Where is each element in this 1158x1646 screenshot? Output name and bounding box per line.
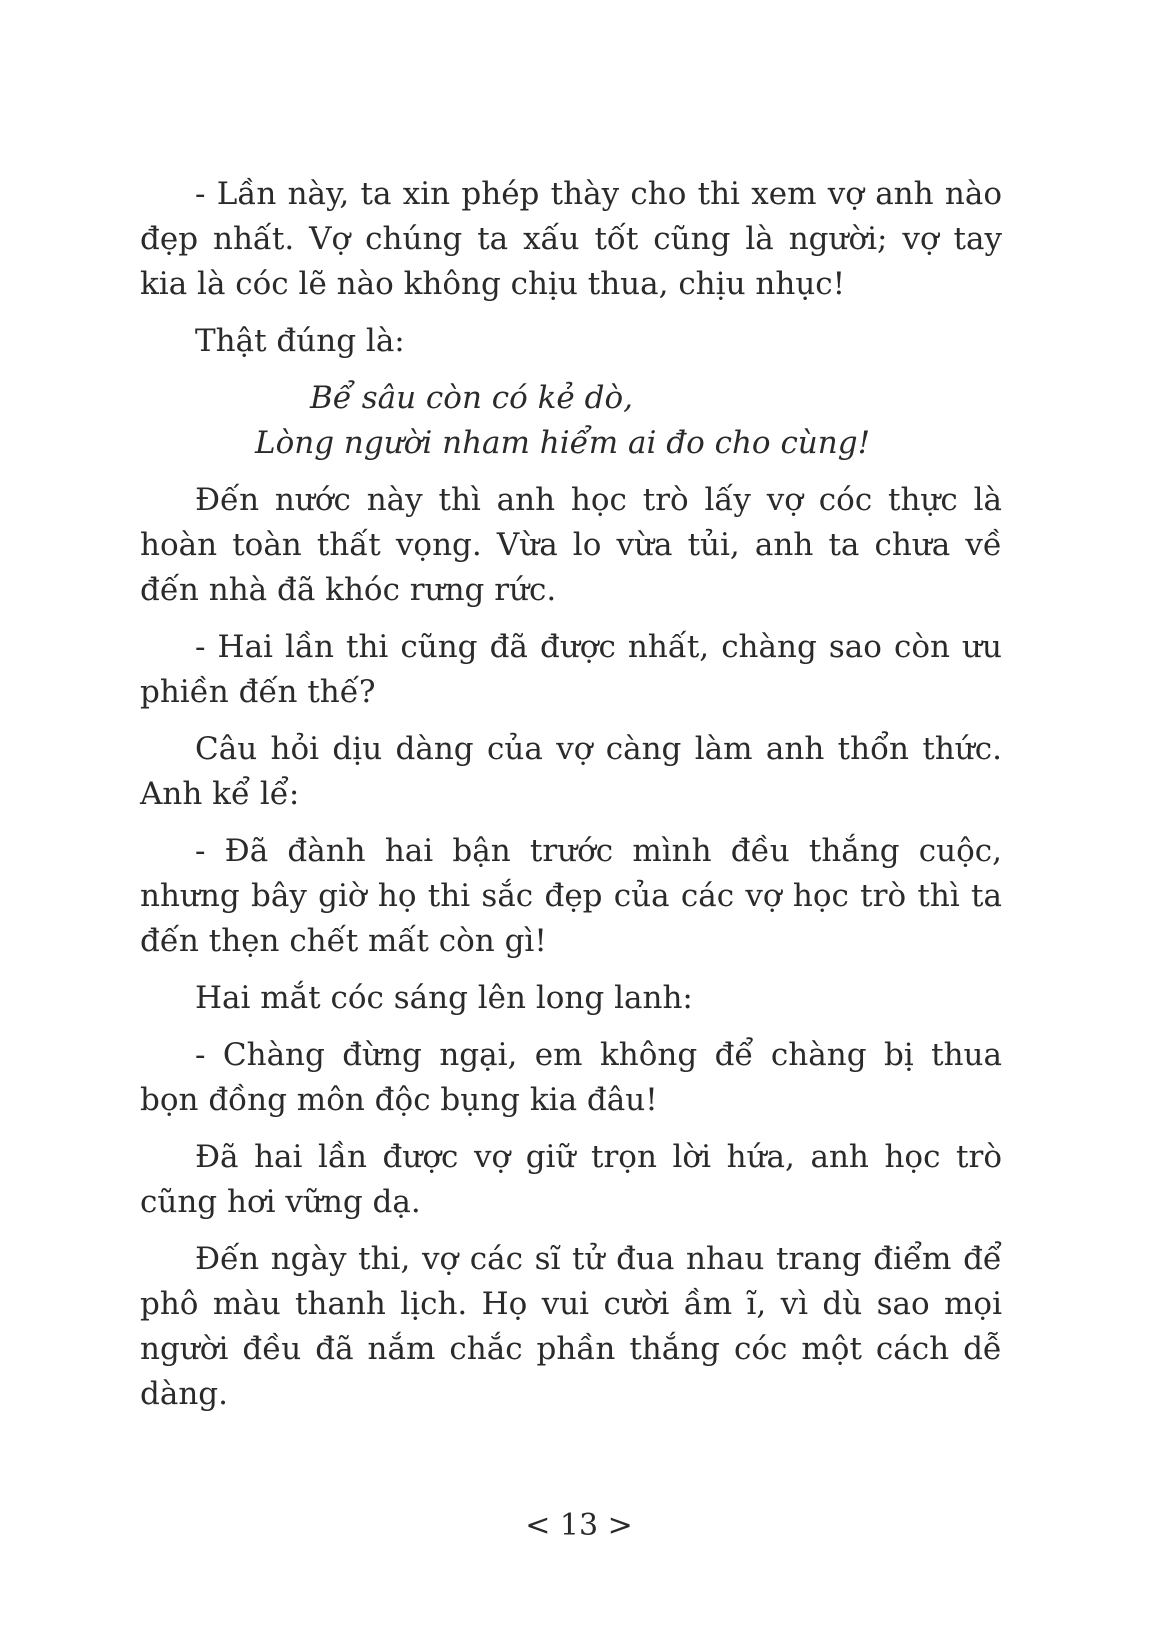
paragraph: - Chàng đừng ngại, em không để chàng bị thua bọn đồng môn độc bụng kia đâu! <box>140 1037 1002 1118</box>
paragraph: - Hai lần thi cũng đã được nhất, chàng sao còn ưu phiền đến thế? <box>140 629 1002 710</box>
verse-line-1: Bể sâu còn có kẻ dò, <box>310 380 633 416</box>
paragraph: Đến nước này thì anh học trò lấy vợ cóc thực là hoàn toàn thất vọng. Vừa lo vừa tủi, anh ta chưa về đến nhà đã khóc rưng rức. <box>140 482 1002 608</box>
paragraph: Câu hỏi dịu dàng của vợ càng làm anh thổn thức. Anh kể lể: <box>140 731 1002 812</box>
verse-line-2: Lòng người nham hiểm ai đo cho cùng! <box>255 425 871 461</box>
body-text <box>140 172 1002 1429</box>
paragraph: Thật đúng là: <box>195 323 405 359</box>
verse-couplet <box>140 376 1002 466</box>
paragraph: - Lần này, ta xin phép thày cho thi xem vợ anh nào đẹp nhất. Vợ chúng ta xấu tốt cũng là người; vợ tay kia là cóc lẽ nào không chịu thua, chịu nhục! <box>140 176 1002 302</box>
paragraph: Đến ngày thi, vợ các sĩ tử đua nhau trang điểm để phô màu thanh lịch. Họ vui cười ầm ĩ, vì dù sao mọi người đều đã nắm chắc phần thắng cóc một cách dễ dàng. <box>140 1241 1002 1412</box>
paragraph: - Đã đành hai bận trước mình đều thắng cuộc, nhưng bây giờ họ thi sắc đẹp của các vợ học trò thì ta đến thẹn chết mất còn gì! <box>140 833 1002 959</box>
paragraph: Hai mắt cóc sáng lên long lanh: <box>195 980 693 1016</box>
paragraph: Đã hai lần được vợ giữ trọn lời hứa, anh học trò cũng hơi vững dạ. <box>140 1139 1002 1220</box>
page-number: < 13 > <box>525 1508 633 1543</box>
